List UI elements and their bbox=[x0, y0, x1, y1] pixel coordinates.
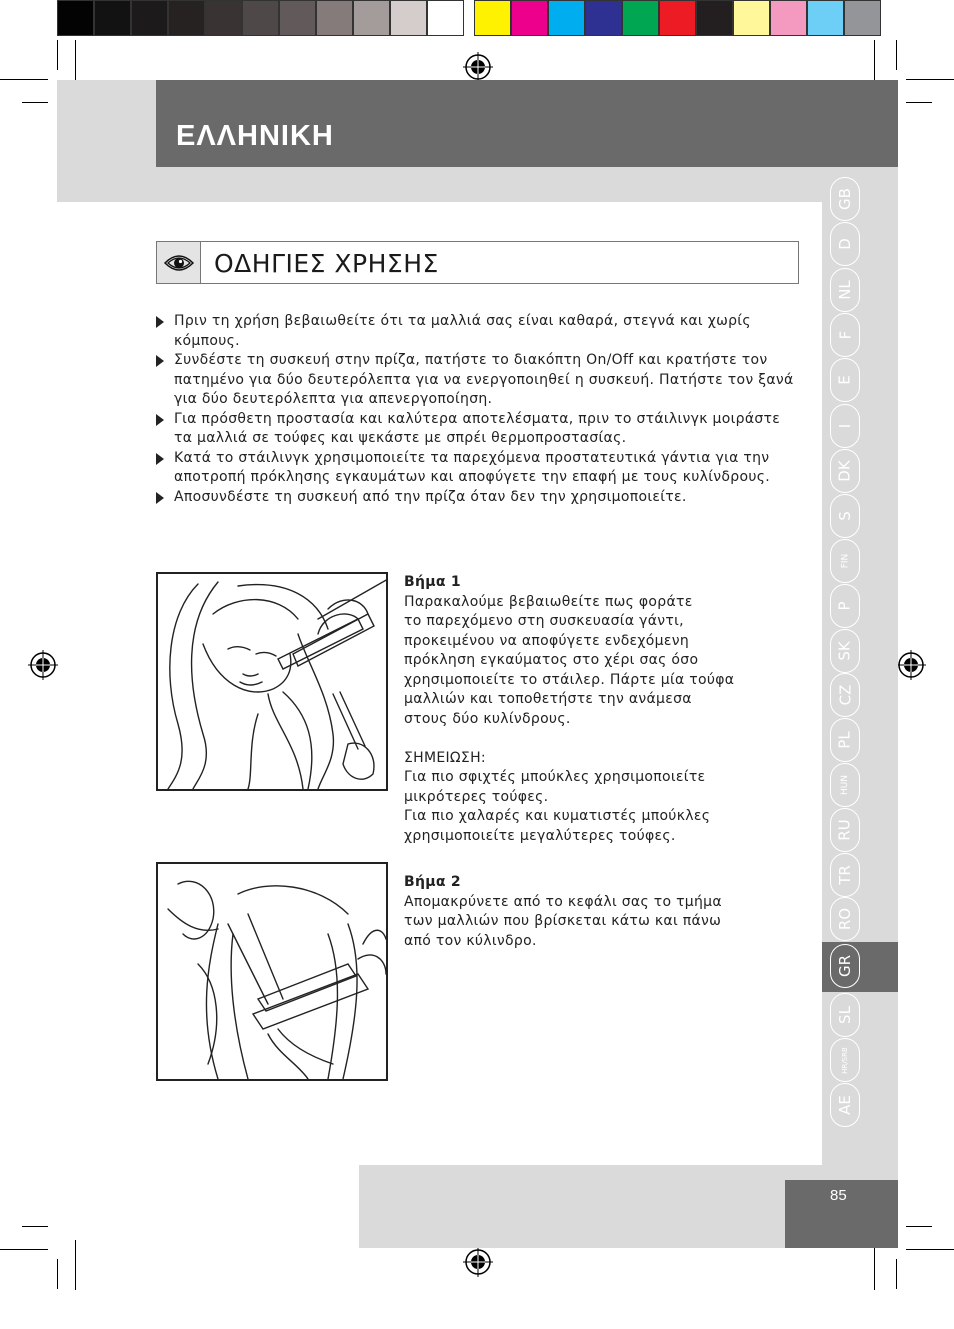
color-swatch bbox=[696, 0, 733, 36]
crop-mark bbox=[0, 1249, 48, 1250]
language-tab-fin[interactable] bbox=[830, 539, 860, 583]
step-1-illustration bbox=[156, 572, 388, 791]
color-swatch bbox=[427, 0, 464, 36]
step-line: χρησιμοποιείτε το στάιλερ. Πάρτε μία τούφα bbox=[404, 671, 735, 688]
color-swatch bbox=[770, 0, 807, 36]
language-tab-hr-srb[interactable] bbox=[830, 1038, 860, 1082]
language-tab-nl[interactable] bbox=[830, 268, 860, 312]
step-1-text bbox=[404, 573, 784, 846]
color-swatch bbox=[168, 0, 205, 36]
language-tab-label: F bbox=[835, 330, 854, 340]
crop-mark bbox=[906, 1226, 932, 1227]
language-tab-tr[interactable] bbox=[830, 853, 860, 897]
crop-mark bbox=[906, 79, 954, 80]
color-swatch bbox=[242, 0, 279, 36]
step-2-text bbox=[404, 873, 784, 951]
color-swatch bbox=[205, 0, 242, 36]
language-tab-p[interactable] bbox=[830, 584, 860, 628]
language-tab-gb[interactable] bbox=[830, 177, 860, 221]
language-tab-s[interactable] bbox=[830, 494, 860, 538]
color-swatch bbox=[131, 0, 168, 36]
language-tab-label: I bbox=[836, 423, 854, 429]
step-line: των μαλλιών που βρίσκεται κάτω και πάνω bbox=[404, 913, 722, 929]
language-tab-label: NL bbox=[835, 280, 854, 300]
swatch-gap bbox=[464, 0, 474, 38]
language-tab-label: P bbox=[835, 601, 854, 611]
bullet-arrow-icon bbox=[156, 355, 164, 367]
list-item-text: Πριν τη χρήση βεβαιωθείτε ότι τα μαλλιά σας είναι καθαρά, στεγνά και χωρίς κόμπους. bbox=[174, 313, 751, 349]
language-tab-label: GR bbox=[835, 954, 854, 978]
registration-mark-icon bbox=[896, 650, 926, 680]
crop-mark bbox=[57, 1259, 58, 1289]
eye-icon bbox=[163, 252, 195, 274]
language-tab-ro[interactable] bbox=[830, 897, 860, 941]
step-heading: Βήμα 1 bbox=[404, 574, 461, 590]
list-item bbox=[156, 449, 796, 488]
crop-mark bbox=[896, 1259, 897, 1289]
hair-styling-illustration bbox=[158, 864, 386, 1079]
step-2-illustration bbox=[156, 862, 388, 1081]
crop-mark bbox=[57, 40, 58, 70]
step-line: Παρακαλούμε βεβαιωθείτε πως φοράτε bbox=[404, 593, 693, 610]
color-swatch bbox=[844, 0, 881, 36]
registration-mark-icon bbox=[28, 650, 58, 680]
language-tab-label: TR bbox=[836, 865, 854, 885]
list-item-text: Συνδέστε τη συσκευή στην πρίζα, πατήστε το διακόπτη On/Off και κρατήστε τον πατημένο για δύο δευτερόλεπτα για να ενεργοποιηθεί η συσκευή. Πατήστε τον ξανά για δύο δευτερόλεπτα για απενεργοποίηση. bbox=[174, 352, 794, 407]
language-tab-hun[interactable] bbox=[830, 763, 860, 807]
language-tab-ru[interactable] bbox=[830, 808, 860, 852]
bullet-arrow-icon bbox=[156, 414, 164, 426]
language-tab-d[interactable] bbox=[830, 222, 860, 266]
section-header bbox=[156, 241, 799, 284]
language-tab-label: HUN bbox=[840, 774, 850, 796]
spacer bbox=[404, 729, 784, 749]
language-tab-label: GB bbox=[835, 188, 854, 210]
language-tab-label: AE bbox=[836, 1095, 854, 1115]
list-item bbox=[156, 410, 796, 449]
registration-mark-icon bbox=[463, 52, 493, 82]
note-text: Για πιο χαλαρές και κυματιστές μπούκλες χρησιμοποιείτε μεγαλύτερες τούφες. bbox=[404, 808, 711, 844]
list-item bbox=[156, 488, 796, 508]
list-item bbox=[156, 351, 796, 410]
language-tab-cz[interactable] bbox=[830, 673, 860, 717]
color-swatch bbox=[807, 0, 844, 36]
language-tab-label: DK bbox=[835, 460, 854, 482]
language-tab-f[interactable] bbox=[830, 313, 860, 357]
list-item-text: Αποσυνδέστε τη συσκευή από την πρίζα όταν δεν την χρησιμοποιείτε. bbox=[174, 488, 687, 505]
language-tab-dk[interactable] bbox=[830, 449, 860, 493]
language-tab-sl[interactable] bbox=[830, 993, 860, 1037]
instructions-list bbox=[156, 312, 796, 507]
color-swatch bbox=[57, 0, 94, 36]
note-label: ΣΗΜΕΙΩΣΗ: bbox=[404, 749, 486, 766]
color-swatch bbox=[511, 0, 548, 36]
crop-mark bbox=[0, 79, 48, 80]
language-tab-label: RU bbox=[836, 819, 854, 841]
step-line: πρόκληση εγκαύματος στο χέρι σας όσο bbox=[404, 652, 699, 668]
crop-mark bbox=[906, 102, 932, 103]
color-swatch bbox=[548, 0, 585, 36]
bullet-arrow-icon bbox=[156, 492, 164, 504]
bullet-arrow-icon bbox=[156, 316, 164, 328]
language-tab-label: D bbox=[836, 238, 854, 250]
step-line: μαλλιών και τοποθετήστε την ανάμεσα bbox=[404, 691, 692, 707]
list-item-text: Για πρόσθετη προστασία και καλύτερα αποτελέσματα, πριν το στάιλινγκ μοιράστε τα μαλλιά σε τούφες και ψεκάστε με σπρέι θερμοπροστασίας. bbox=[174, 410, 781, 446]
note-text: Για πιο σφιχτές μπούκλες χρησιμοποιείτε μικρότερες τούφες. bbox=[404, 769, 706, 805]
color-swatch bbox=[733, 0, 770, 36]
color-swatch bbox=[279, 0, 316, 36]
language-tab-label: S bbox=[836, 511, 854, 521]
crop-mark bbox=[896, 40, 897, 70]
language-tab-ae[interactable] bbox=[830, 1083, 860, 1127]
crop-mark bbox=[22, 1226, 48, 1227]
section-icon-box bbox=[157, 242, 201, 283]
language-tab-label: FIN bbox=[839, 553, 850, 569]
color-swatch bbox=[474, 0, 511, 36]
language-tab-label: RO bbox=[835, 907, 854, 931]
step-line: Απομακρύνετε από το κεφάλι σας το τμήμα bbox=[404, 893, 722, 910]
section-title: ΟΔΗΓΙΕΣ ΧΡΗΣΗΣ bbox=[214, 249, 439, 278]
language-tab-label: SL bbox=[835, 1006, 854, 1024]
crop-mark bbox=[75, 1240, 76, 1290]
language-tab-label: CZ bbox=[836, 684, 854, 706]
color-calibration-bar bbox=[57, 0, 881, 38]
color-swatch bbox=[390, 0, 427, 36]
color-swatch bbox=[622, 0, 659, 36]
page-title: ΕΛΛΗΝΙΚΗ bbox=[176, 120, 334, 152]
step-line: το παρεχόμενο στη συσκευασία γάντι, bbox=[404, 613, 684, 629]
page-number: 85 bbox=[830, 1187, 847, 1204]
step-line: στους δύο κυλίνδρους. bbox=[404, 710, 571, 727]
language-tab-i[interactable] bbox=[830, 404, 860, 448]
color-swatch bbox=[659, 0, 696, 36]
color-swatch bbox=[585, 0, 622, 36]
list-item bbox=[156, 312, 796, 351]
language-tab-gr[interactable] bbox=[830, 944, 860, 988]
list-item-text: Κατά το στάιλινγκ χρησιμοποιείτε τα παρεχόμενα προστατευτικά γάντια για την αποτροπή πρόκλησης εγκαυμάτων και αποφύγετε την επαφή με τους κυλίνδρους. bbox=[174, 449, 770, 485]
registration-mark-icon bbox=[463, 1247, 493, 1277]
color-swatch bbox=[94, 0, 131, 36]
color-swatch bbox=[316, 0, 353, 36]
step-line: προκειμένου να αποφύγετε ενδεχόμενη bbox=[404, 632, 690, 649]
step-line: από τον κύλινδρο. bbox=[404, 932, 537, 949]
language-tab-label: SK bbox=[835, 641, 854, 661]
language-tab-label: HR/SRB bbox=[840, 1046, 849, 1074]
language-tab-pl[interactable] bbox=[830, 718, 860, 762]
language-tab-label: PL bbox=[836, 731, 854, 749]
language-tab-sk[interactable] bbox=[830, 629, 860, 673]
crop-mark bbox=[22, 102, 48, 103]
hair-styling-illustration bbox=[158, 574, 386, 789]
crop-mark bbox=[906, 1249, 954, 1250]
language-tab-e[interactable] bbox=[830, 358, 860, 402]
language-tab-label: E bbox=[835, 375, 854, 385]
step-heading: Βήμα 2 bbox=[404, 874, 461, 890]
color-swatch bbox=[353, 0, 390, 36]
bullet-arrow-icon bbox=[156, 453, 164, 465]
